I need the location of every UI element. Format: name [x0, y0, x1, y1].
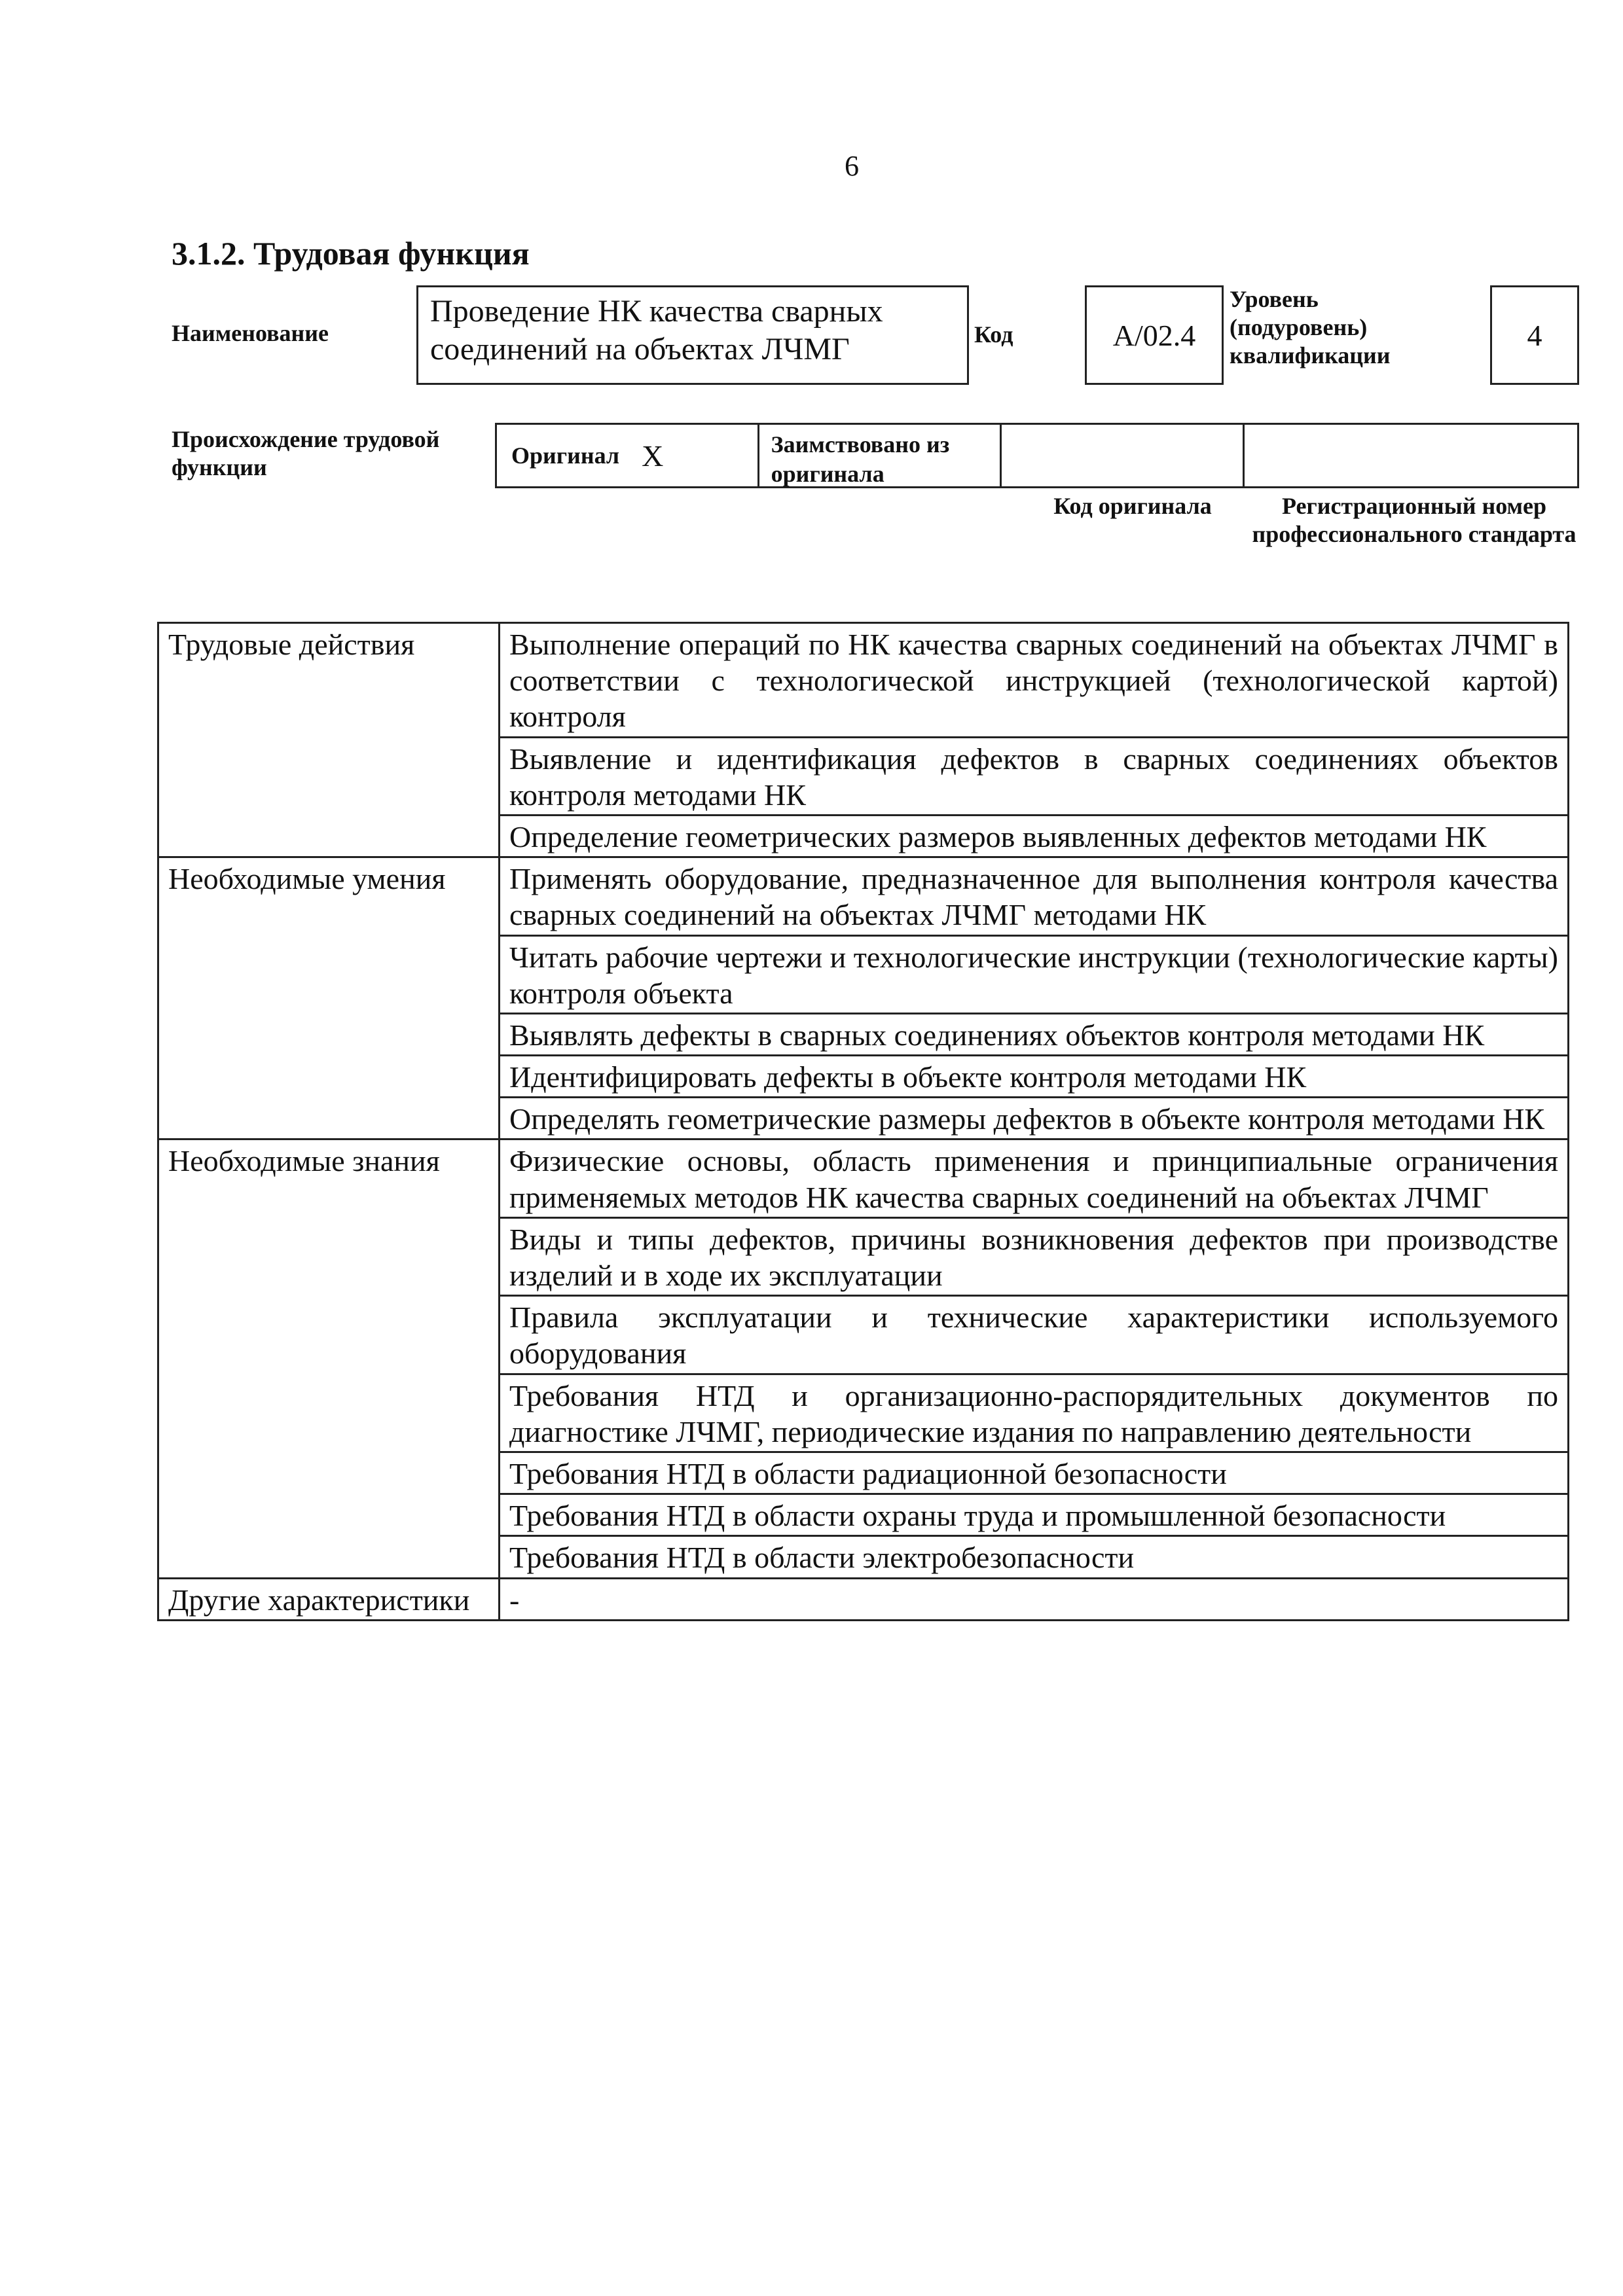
table-cell: Правила эксплуатации и технические характеристики используемого оборудования — [500, 1296, 1569, 1374]
code-original-caption: Код оригинала — [1053, 493, 1212, 519]
level-value-box: 4 — [1490, 285, 1579, 385]
name-label: Наименование — [172, 320, 329, 346]
table-cell: - — [500, 1578, 1569, 1620]
section-title: 3.1.2. Трудовая функция — [172, 235, 530, 272]
origin-original-cell — [497, 425, 759, 486]
reg-number-caption: Регистрационный номер профессионального стандарта — [1252, 493, 1577, 548]
table-cell: Определение геометрических размеров выявленных дефектов методами НК — [500, 815, 1569, 857]
origin-borrowed-cell: Заимствовано из оригинала — [759, 425, 1002, 486]
table-cell: Выполнение операций по НК качества сварных соединений на объектах ЛЧМГ в соответствии с технологической инструкцией (технологической картой) контроля — [500, 623, 1569, 738]
table-row — [158, 857, 1569, 935]
original-mark: Х — [642, 439, 664, 473]
page-number: 6 — [845, 150, 859, 182]
level-label: Уровень (подуровень) квалификации — [1230, 286, 1391, 369]
table-row — [158, 1139, 1569, 1217]
origin-reg-cell — [1245, 425, 1577, 486]
table-cell: Требования НТД в области электробезопасности — [500, 1536, 1569, 1578]
table-cell: Требования НТД в области радиационной безопасности — [500, 1452, 1569, 1494]
table-cell: Идентифицировать дефекты в объекте контроля методами НК — [500, 1056, 1569, 1098]
table-cell: Читать рабочие чертежи и технологические инструкции (технологические карты) контроля объекта — [500, 935, 1569, 1013]
table-cell: Применять оборудование, предназначенное для выполнения контроля качества сварных соединений на объектах ЛЧМГ методами НК — [500, 857, 1569, 935]
table-row — [158, 1578, 1569, 1620]
table-cell: Виды и типы дефектов, причины возникновения дефектов при производстве изделий и в ходе их эксплуатации — [500, 1217, 1569, 1295]
table-cell: Требования НТД и организационно-распорядительных документов по диагностике ЛЧМГ, периодические издания по направлению деятельности — [500, 1374, 1569, 1452]
origin-code-cell — [1002, 425, 1245, 486]
table-cell: Физические основы, область применения и принципиальные ограничения применяемых методов НК качества сварных соединений на объектах ЛЧМГ — [500, 1139, 1569, 1217]
code-value-box: А/02.4 — [1085, 285, 1224, 385]
function-table — [157, 622, 1569, 1621]
origin-label: Происхождение трудовой функции — [172, 426, 440, 481]
origin-row — [495, 423, 1579, 488]
name-value-box: Проведение НК качества сварных соединений на объектах ЛЧМГ — [416, 285, 969, 385]
code-label: Код — [974, 321, 1013, 348]
row-heading: Необходимые знания — [158, 1139, 500, 1578]
table-cell: Выявление и идентификация дефектов в сварных соединениях объектов контроля методами НК — [500, 737, 1569, 815]
row-heading: Трудовые действия — [158, 623, 500, 857]
table-row — [158, 623, 1569, 738]
row-heading: Другие характеристики — [158, 1578, 500, 1620]
table-cell: Выявлять дефекты в сварных соединениях объектов контроля методами НК — [500, 1013, 1569, 1055]
original-label: Оригинал — [511, 442, 620, 469]
table-cell: Требования НТД в области охраны труда и промышленной безопасности — [500, 1494, 1569, 1536]
row-heading: Необходимые умения — [158, 857, 500, 1139]
table-cell: Определять геометрические размеры дефектов в объекте контроля методами НК — [500, 1098, 1569, 1139]
